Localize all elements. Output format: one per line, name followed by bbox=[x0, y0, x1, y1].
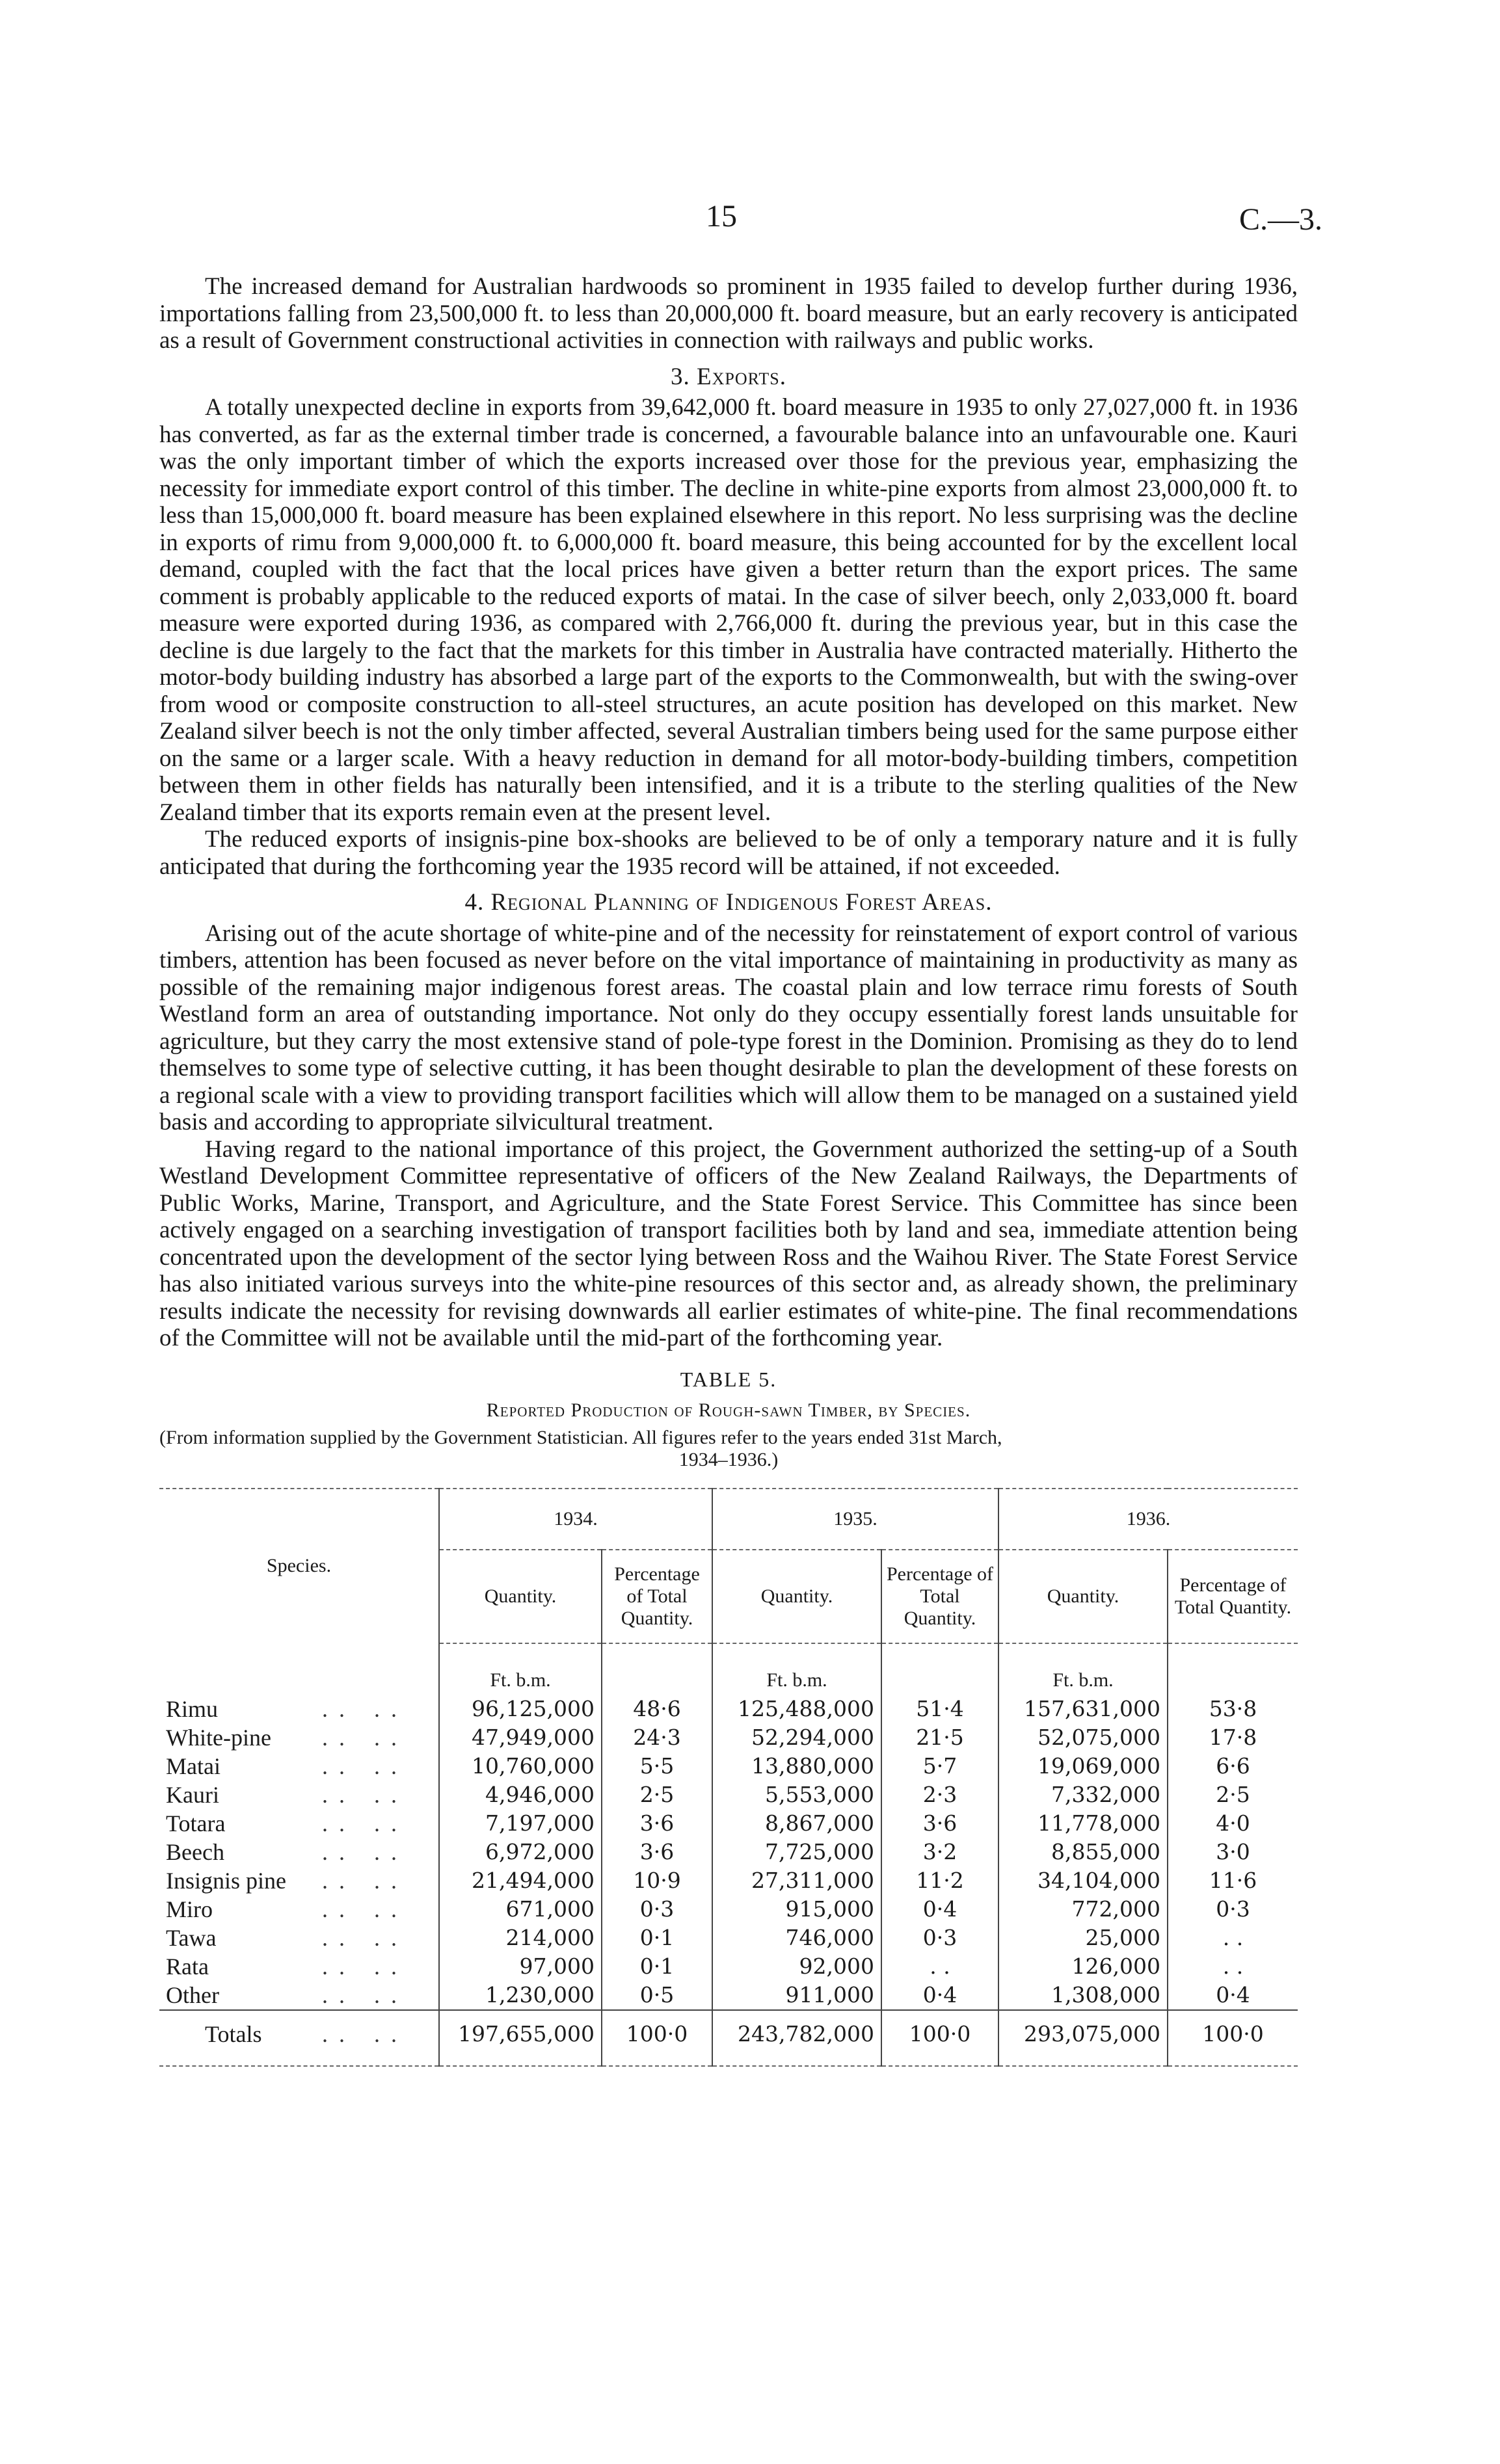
species-cell bbox=[159, 1752, 439, 1781]
leader-dots: . . bbox=[322, 1695, 347, 1722]
total-quantity-1935: 243,782,000 bbox=[712, 2010, 881, 2066]
leader-dots: . . bbox=[322, 1724, 347, 1751]
table-row bbox=[159, 1695, 1298, 1723]
quantity-1936: 19,069,000 bbox=[998, 1752, 1168, 1781]
percentage-1936: 0·3 bbox=[1168, 1895, 1298, 1924]
quantity-1936: 7,332,000 bbox=[998, 1781, 1168, 1809]
quantity-1935: 52,294,000 bbox=[712, 1723, 881, 1752]
species-cell bbox=[159, 1924, 439, 1952]
percentage-1935: . . bbox=[881, 1952, 998, 1981]
species-cell-content bbox=[166, 1924, 432, 1952]
percentage-1936: 17·8 bbox=[1168, 1723, 1298, 1752]
species-cell-content bbox=[166, 1866, 432, 1895]
quantity-1934: 6,972,000 bbox=[439, 1838, 602, 1866]
table-row bbox=[159, 1838, 1298, 1866]
leader-dots: . . bbox=[374, 1781, 399, 1808]
leader-dots: . . bbox=[374, 1953, 399, 1980]
percentage-1936: 3·0 bbox=[1168, 1838, 1298, 1866]
quantity-1934: 7,197,000 bbox=[439, 1809, 602, 1838]
table-row bbox=[159, 1723, 1298, 1752]
table-note-line1: (From information supplied by the Government Statistician. All figures refer to the years ended 31st March, bbox=[159, 1426, 1002, 1448]
total-percentage-1935: 100·0 bbox=[881, 2010, 998, 2066]
table-row bbox=[159, 1895, 1298, 1924]
table-row bbox=[159, 1866, 1298, 1895]
year-header-1936: 1936. bbox=[998, 1489, 1298, 1550]
species-name: Rimu bbox=[166, 1695, 219, 1722]
percentage-1934: 0·1 bbox=[602, 1952, 712, 1981]
quantity-1936: 1,308,000 bbox=[998, 1981, 1168, 2010]
species-cell-content bbox=[166, 1895, 432, 1924]
species-cell bbox=[159, 1952, 439, 1981]
percentage-1936: 53·8 bbox=[1168, 1695, 1298, 1723]
unit-label: Ft. b.m. bbox=[712, 1643, 881, 1695]
table-row bbox=[159, 1981, 1298, 2010]
leader-dots: . . bbox=[374, 1896, 399, 1922]
section-heading-exports: 3. Exports. bbox=[671, 363, 786, 390]
leader-dots: . . bbox=[322, 1838, 347, 1865]
total-percentage-1934: 100·0 bbox=[602, 2010, 712, 2066]
quantity-1934: 96,125,000 bbox=[439, 1695, 602, 1723]
percentage-1934: 24·3 bbox=[602, 1723, 712, 1752]
leader-dots: . . bbox=[322, 1810, 347, 1836]
percentage-1935: 5·7 bbox=[881, 1752, 998, 1781]
species-name: Other bbox=[166, 1981, 219, 2008]
leader-dots: . . bbox=[322, 2020, 347, 2047]
species-name: White-pine bbox=[166, 1724, 271, 1751]
year-header-1935: 1935. bbox=[712, 1489, 998, 1550]
quantity-1936: 34,104,000 bbox=[998, 1866, 1168, 1895]
quantity-1935: 125,488,000 bbox=[712, 1695, 881, 1723]
species-cell-content bbox=[166, 1752, 432, 1781]
quantity-1936: 772,000 bbox=[998, 1895, 1168, 1924]
leader-dots: . . bbox=[322, 1896, 347, 1922]
species-cell bbox=[159, 1838, 439, 1866]
species-cell bbox=[159, 1695, 439, 1723]
percentage-1934: 3·6 bbox=[602, 1838, 712, 1866]
paragraph: Arising out of the acute shortage of white-pine and of the necessity for reinstatement of export control of various timbers, attention has been focused as never before on the vital importance of maintaining in productivity as many as possible of the remaining major indigenous forest areas. The coastal plain and low terrace rimu forests of South Westland form an area of outstanding importance. Not only do they occupy essentially forest lands unsuitable for agriculture, but they carry the most extensive stand of pole-type forest in the Dominion. Promising as they do to lend themselves to some type of selective cutting, it has been thought desirable to plan the development of these forests on a regional scale with a view to providing transport facilities which will allow them to be managed on a sustained yield basis and according to appropriate silvicultural treatment. bbox=[159, 920, 1298, 1135]
species-cell bbox=[159, 1809, 439, 1838]
species-name: Totara bbox=[166, 1810, 226, 1836]
total-percentage-1936: 100·0 bbox=[1168, 2010, 1298, 2066]
percentage-1934: 0·3 bbox=[602, 1895, 712, 1924]
leader-dots: . . bbox=[322, 1924, 347, 1951]
quantity-1936: 11,778,000 bbox=[998, 1809, 1168, 1838]
species-name: Beech bbox=[166, 1838, 224, 1865]
paragraph: Having regard to the national importance of this project, the Government authorized the setting-up of a South Westland Development Committee representative of officers of the New Zealand Railways, the Departments of Public Works, Marine, Transport, and Agriculture, and the State Forest Service. This Committee has since been actively engaged on a searching investigation of transport facilities both by land and sea, immediate attention being concentrated upon the development of the sector lying between Ross and the Waihou River. The State Forest Service has also initiated various surveys into the white-pine resources of this sector and, as already shown, the preliminary results indicate the necessity for revising downwards all earlier estimates of white-pine. The final recommendations of the Committee will not be available until the mid-part of the forthcoming year. bbox=[159, 1135, 1298, 1351]
quantity-header: Quantity. bbox=[439, 1550, 602, 1643]
quantity-1934: 1,230,000 bbox=[439, 1981, 602, 2010]
percentage-1934: 2·5 bbox=[602, 1781, 712, 1809]
page-number: 15 bbox=[706, 199, 737, 233]
species-name: Insignis pine bbox=[166, 1867, 286, 1894]
leader-dots: . . bbox=[374, 2020, 399, 2047]
quantity-1934: 10,760,000 bbox=[439, 1752, 602, 1781]
total-quantity-1936: 293,075,000 bbox=[998, 2010, 1168, 2066]
species-cell-content bbox=[166, 1723, 432, 1752]
species-cell-content bbox=[166, 1981, 432, 2009]
quantity-1936: 8,855,000 bbox=[998, 1838, 1168, 1866]
leader-dots: . . bbox=[374, 1753, 399, 1779]
species-cell-content bbox=[166, 1952, 432, 1981]
quantity-1934: 47,949,000 bbox=[439, 1723, 602, 1752]
table-row bbox=[159, 1781, 1298, 1809]
quantity-1935: 92,000 bbox=[712, 1952, 881, 1981]
quantity-1935: 911,000 bbox=[712, 1981, 881, 2010]
percentage-1936: 4·0 bbox=[1168, 1809, 1298, 1838]
species-cell bbox=[159, 1981, 439, 2010]
table-subtitle: Reported Production of Rough-sawn Timber, by Species. bbox=[486, 1399, 971, 1421]
leader-dots: . . bbox=[322, 1753, 347, 1779]
percentage-1934: 0·1 bbox=[602, 1924, 712, 1952]
species-cell bbox=[159, 1895, 439, 1924]
species-name: Miro bbox=[166, 1896, 213, 1922]
table-title: TABLE 5. bbox=[680, 1367, 777, 1391]
percentage-1935: 0·4 bbox=[881, 1895, 998, 1924]
year-header-1934: 1934. bbox=[439, 1489, 712, 1550]
quantity-1935: 5,553,000 bbox=[712, 1781, 881, 1809]
species-cell-content bbox=[166, 1781, 432, 1809]
species-cell bbox=[159, 1723, 439, 1752]
quantity-1935: 7,725,000 bbox=[712, 1838, 881, 1866]
percentage-1936: 11·6 bbox=[1168, 1866, 1298, 1895]
quantity-1935: 13,880,000 bbox=[712, 1752, 881, 1781]
table-row bbox=[159, 1924, 1298, 1952]
percentage-1935: 3·6 bbox=[881, 1809, 998, 1838]
quantity-1935: 27,311,000 bbox=[712, 1866, 881, 1895]
quantity-1934: 214,000 bbox=[439, 1924, 602, 1952]
species-cell bbox=[159, 1866, 439, 1895]
percentage-1935: 3·2 bbox=[881, 1838, 998, 1866]
paragraph: The increased demand for Australian hardwoods so prominent in 1935 failed to develop further during 1936, importations falling from 23,500,000 ft. to less than 20,000,000 ft. board measure, but an early recovery is anticipated as a result of Government constructional activities in connection with railways and public works. bbox=[159, 273, 1298, 354]
percentage-1934: 10·9 bbox=[602, 1866, 712, 1895]
species-cell-content bbox=[166, 1809, 432, 1838]
table-row bbox=[159, 1752, 1298, 1781]
quantity-1934: 4,946,000 bbox=[439, 1781, 602, 1809]
quantity-1934: 21,494,000 bbox=[439, 1866, 602, 1895]
section-heading-regional-planning: 4. Regional Planning of Indigenous Forest Areas. bbox=[464, 889, 993, 916]
page-body bbox=[159, 273, 1298, 2067]
leader-dots: . . bbox=[374, 1867, 399, 1894]
total-quantity-1934: 197,655,000 bbox=[439, 2010, 602, 2066]
percentage-1936: 6·6 bbox=[1168, 1752, 1298, 1781]
percentage-header: Percentage of Total Quantity. bbox=[602, 1550, 712, 1643]
leader-dots: . . bbox=[374, 1981, 399, 2008]
unit-label: Ft. b.m. bbox=[439, 1643, 602, 1695]
quantity-1936: 52,075,000 bbox=[998, 1723, 1168, 1752]
percentage-1935: 0·4 bbox=[881, 1981, 998, 2010]
percentage-1936: 0·4 bbox=[1168, 1981, 1298, 2010]
leader-dots: . . bbox=[322, 1781, 347, 1808]
percentage-1935: 11·2 bbox=[881, 1866, 998, 1895]
unit-label: Ft. b.m. bbox=[998, 1643, 1168, 1695]
paragraph: A totally unexpected decline in exports from 39,642,000 ft. board measure in 1935 to only 27,027,000 ft. in 1936 has converted, as far as the external timber trade is concerned, a favourable balance into an unfavourable one. Kauri was the only important timber of which the exports increased over those for the previous year, emphasizing the necessity for immediate export control of this timber. The decline in white-pine exports from almost 23,000,000 ft. to less than 15,000,000 ft. board measure has been explained elsewhere in this report. No less surprising was the decline in exports of rimu from 9,000,000 ft. to 6,000,000 ft. board measure, this being accounted for by the excellent local demand, coupled with the fact that the local prices have given a better return than the export prices. The same comment is probably applicable to the reduced exports of matai. In the case of silver beech, only 2,033,000 ft. board measure were exported during 1936, as compared with 2,766,000 ft. during the previous year, but in this case the decline is due largely to the fact that the markets for this timber in Australia have contracted materially. Hitherto the motor-body building industry has absorbed a large part of the exports to the Commonwealth, but with the swing-over from wood or composite construction to all-steel structures, an acute position has developed on this market. New Zealand silver beech is not the only timber affected, several Australian timbers being used for the same purpose either on the same or a larger scale. With a heavy reduction in demand for all motor-body-building timbers, competition between them in other fields has naturally been intensified, and it is a tribute to the sterling qualities of the New Zealand timber that its exports remain even at the present level. bbox=[159, 394, 1298, 826]
leader-dots: . . bbox=[374, 1724, 399, 1751]
leader-dots: . . bbox=[374, 1838, 399, 1865]
percentage-1936: . . bbox=[1168, 1924, 1298, 1952]
totals-row bbox=[159, 2010, 1298, 2066]
quantity-1936: 157,631,000 bbox=[998, 1695, 1168, 1723]
percentage-1934: 3·6 bbox=[602, 1809, 712, 1838]
species-cell-content bbox=[166, 1695, 432, 1723]
percentage-1934: 48·6 bbox=[602, 1695, 712, 1723]
quantity-1935: 8,867,000 bbox=[712, 1809, 881, 1838]
species-name: Rata bbox=[166, 1953, 209, 1980]
species-header: Species. bbox=[159, 1489, 439, 1643]
leader-dots: . . bbox=[374, 1695, 399, 1722]
table-row bbox=[159, 1809, 1298, 1838]
percentage-1935: 21·5 bbox=[881, 1723, 998, 1752]
quantity-header: Quantity. bbox=[998, 1550, 1168, 1643]
quantity-1934: 671,000 bbox=[439, 1895, 602, 1924]
leader-dots: . . bbox=[322, 1867, 347, 1894]
species-name: Tawa bbox=[166, 1924, 217, 1951]
totals-label: Totals bbox=[205, 2020, 262, 2047]
species-cell-content bbox=[166, 1838, 432, 1866]
percentage-1935: 51·4 bbox=[881, 1695, 998, 1723]
table-note-line2: 1934–1936.) bbox=[678, 1448, 779, 1470]
leader-dots: . . bbox=[374, 1810, 399, 1836]
quantity-1935: 746,000 bbox=[712, 1924, 881, 1952]
percentage-1935: 0·3 bbox=[881, 1924, 998, 1952]
species-name: Matai bbox=[166, 1753, 221, 1779]
species-name: Kauri bbox=[166, 1781, 219, 1808]
table-row bbox=[159, 1952, 1298, 1981]
quantity-header: Quantity. bbox=[712, 1550, 881, 1643]
percentage-1934: 5·5 bbox=[602, 1752, 712, 1781]
quantity-1936: 25,000 bbox=[998, 1924, 1168, 1952]
quantity-1935: 915,000 bbox=[712, 1895, 881, 1924]
percentage-1936: . . bbox=[1168, 1952, 1298, 1981]
quantity-1936: 126,000 bbox=[998, 1952, 1168, 1981]
leader-dots: . . bbox=[374, 1924, 399, 1951]
table-note bbox=[159, 1427, 1298, 1471]
leader-dots: . . bbox=[322, 1953, 347, 1980]
percentage-1936: 2·5 bbox=[1168, 1781, 1298, 1809]
species-cell bbox=[159, 1781, 439, 1809]
percentage-header: Percentage of Total Quantity. bbox=[881, 1550, 998, 1643]
paragraph: The reduced exports of insignis-pine box-shooks are believed to be of only a temporary nature and it is fully anticipated that during the forthcoming year the 1935 record will be attained, if not exceeded. bbox=[159, 826, 1298, 880]
quantity-1934: 97,000 bbox=[439, 1952, 602, 1981]
production-table bbox=[159, 1488, 1298, 2067]
document-code: C.—3. bbox=[1239, 202, 1323, 237]
leader-dots: . . bbox=[322, 1981, 347, 2008]
percentage-header: Percentage of Total Quantity. bbox=[1168, 1550, 1298, 1643]
percentage-1935: 2·3 bbox=[881, 1781, 998, 1809]
percentage-1934: 0·5 bbox=[602, 1981, 712, 2010]
